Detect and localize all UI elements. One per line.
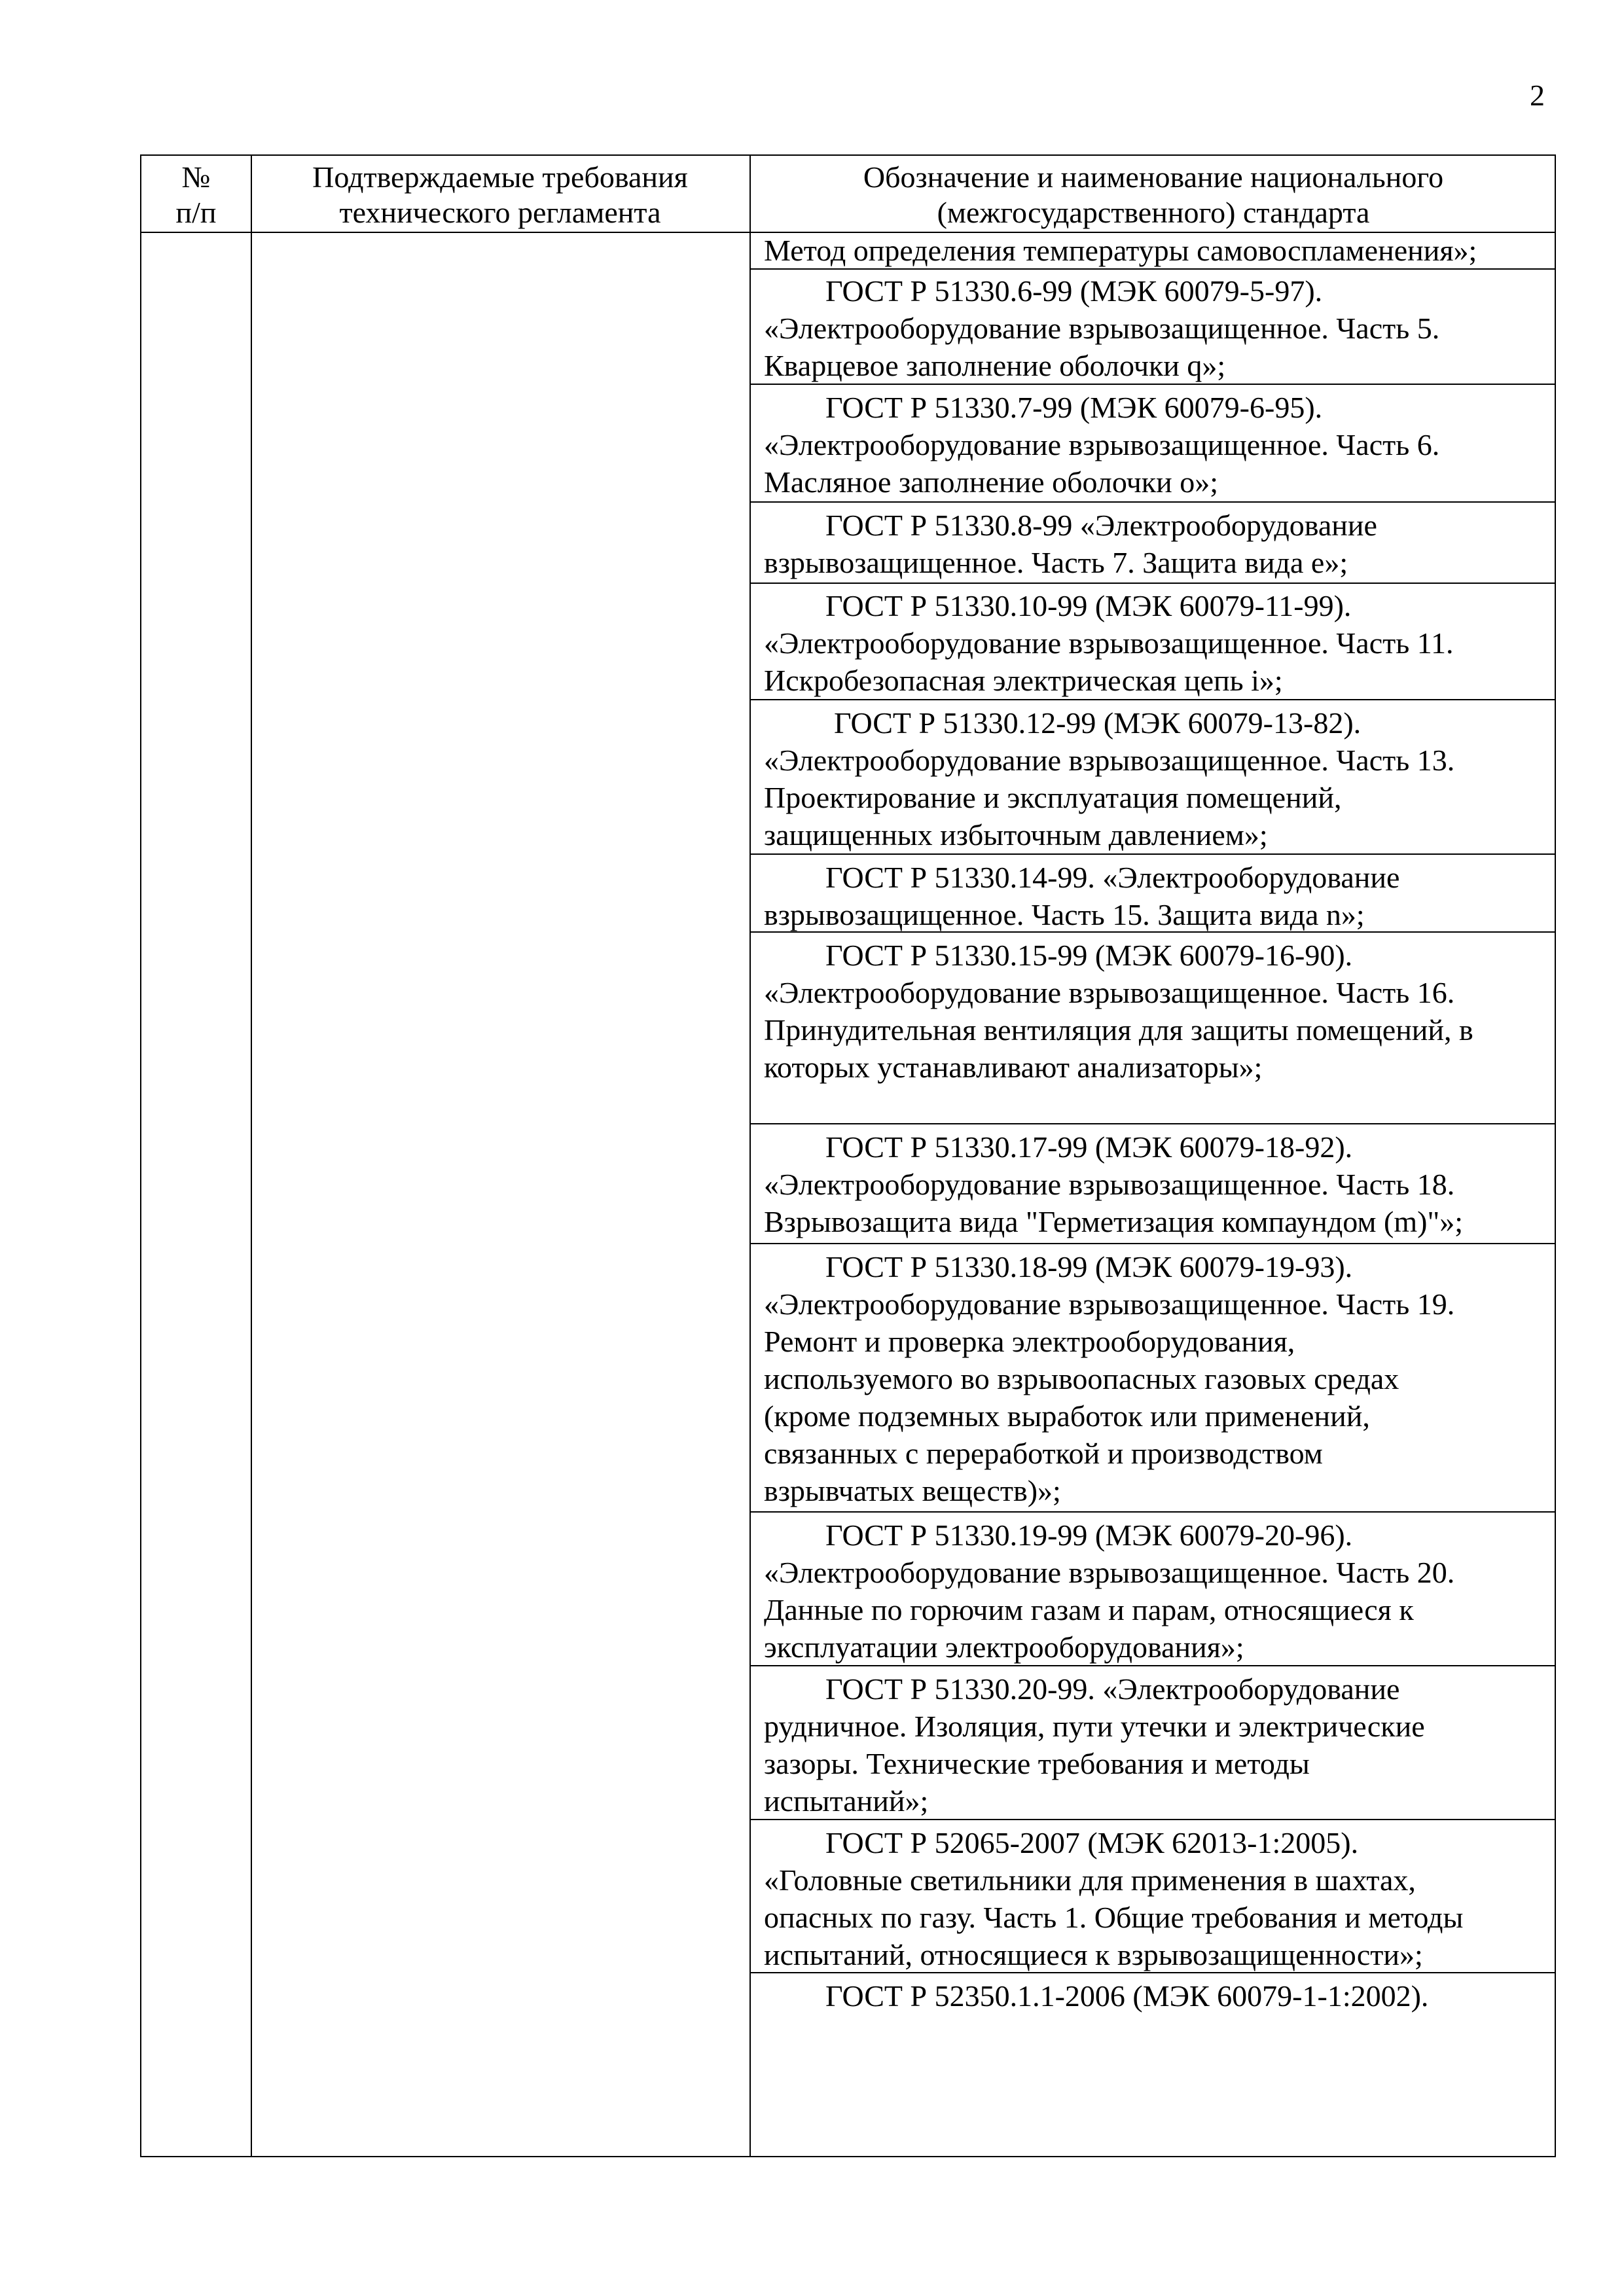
- standard-line: «Электрооборудование взрывозащищенное. Часть 19.: [764, 1287, 1455, 1321]
- standard-line: испытаний, относящиеся к взрывозащищенности»;: [764, 1938, 1423, 1971]
- standard-line: ГОСТ Р 51330.10-99 (МЭК 60079-11-99).: [825, 589, 1352, 622]
- standard-line: Искробезопасная электрическая цепь i»;: [764, 664, 1283, 697]
- standard-line: ГОСТ Р 52065-2007 (МЭК 62013-1:2005).: [825, 1826, 1359, 1859]
- standard-line: Принудительная вентиляция для защиты помещений, в: [764, 1013, 1473, 1047]
- standard-entry: [749, 859, 1555, 933]
- header-number: [141, 156, 251, 232]
- standard-entry: [749, 937, 1555, 1086]
- standard-line: ГОСТ Р 51330.14-99. «Электрооборудование: [825, 861, 1400, 894]
- header-line: Обозначение и наименование национального: [863, 160, 1444, 194]
- standard-line: «Электрооборудование взрывозащищенное. Часть 20.: [764, 1556, 1455, 1589]
- entry-divider: [749, 1972, 1555, 1973]
- standard-line: ГОСТ Р 51330.20-99. «Электрооборудование: [825, 1672, 1400, 1706]
- entry-divider: [749, 931, 1555, 933]
- header-line: п/п: [175, 196, 217, 229]
- column-divider: [251, 156, 252, 2156]
- header-line: (межгосударственного) стандарта: [937, 196, 1370, 229]
- standard-line: взрывозащищенное. Часть 7. Защита вида е»;: [764, 546, 1348, 579]
- standard-line: связанных с переработкой и производством: [764, 1437, 1323, 1470]
- standard-line: ГОСТ Р 51330.18-99 (МЭК 60079-19-93).: [825, 1250, 1353, 1283]
- standard-line: «Электрооборудование взрывозащищенное. Часть 16.: [764, 976, 1455, 1009]
- standard-entry: [749, 587, 1555, 699]
- standard-line: «Головные светильники для применения в шахтах,: [764, 1863, 1416, 1897]
- standard-entry: [749, 1248, 1555, 1509]
- entry-divider: [749, 1665, 1555, 1666]
- standard-line: «Электрооборудование взрывозащищенное. Часть 13.: [764, 744, 1455, 777]
- standard-line: ГОСТ Р 51330.12-99 (МЭК 60079-13-82).: [834, 706, 1362, 740]
- standard-line: Ремонт и проверка электрооборудования,: [764, 1325, 1295, 1358]
- standard-entry: [749, 1977, 1555, 2015]
- standard-line: «Электрооборудование взрывозащищенное. Часть 11.: [764, 626, 1454, 660]
- standard-entry: [749, 1516, 1555, 1666]
- header-line: Подтверждаемые требования: [312, 160, 688, 194]
- entry-divider: [749, 1511, 1555, 1513]
- standard-line: испытаний»;: [764, 1784, 929, 1818]
- standard-line: Кварцевое заполнение оболочки q»;: [764, 349, 1226, 382]
- standard-line: рудничное. Изоляция, пути утечки и электрические: [764, 1710, 1425, 1743]
- standard-entry: [749, 507, 1555, 581]
- standard-line: взрывчатых веществ)»;: [764, 1474, 1061, 1507]
- standard-line: Метод определения температуры самовоспламенения»;: [764, 234, 1477, 267]
- entry-divider: [749, 583, 1555, 584]
- standards-table: [140, 154, 1556, 2157]
- standard-line: «Электрооборудование взрывозащищенное. Часть 18.: [764, 1168, 1455, 1201]
- standard-line: эксплуатации электрооборудования»;: [764, 1630, 1244, 1664]
- standard-line: «Электрооборудование взрывозащищенное. Часть 5.: [764, 312, 1440, 345]
- standard-line: ГОСТ Р 51330.15-99 (МЭК 60079-16-90).: [825, 939, 1353, 972]
- entry-divider: [749, 268, 1555, 270]
- standard-line: ГОСТ Р 51330.7-99 (МЭК 60079-6-95).: [825, 391, 1323, 424]
- standard-line: которых устанавливают анализаторы»;: [764, 1050, 1263, 1084]
- header-standard: [749, 156, 1557, 232]
- standard-entry: [749, 1824, 1555, 1973]
- entry-divider: [749, 699, 1555, 700]
- standard-line: Взрывозащита вида "Герметизация компаундом (m)"»;: [764, 1205, 1464, 1238]
- header-line: №: [181, 160, 211, 194]
- standard-line: ГОСТ Р 51330.6-99 (МЭК 60079-5-97).: [825, 274, 1323, 308]
- standard-entry: [749, 232, 1555, 269]
- standard-line: «Электрооборудование взрывозащищенное. Часть 6.: [764, 428, 1440, 461]
- standard-line: (кроме подземных выработок или применений,: [764, 1399, 1370, 1433]
- entry-divider: [749, 1123, 1555, 1124]
- header-requirements: [251, 156, 749, 232]
- entry-divider: [749, 384, 1555, 385]
- standard-entry: [749, 272, 1555, 384]
- standard-line: Проектирование и эксплуатация помещений,: [764, 781, 1342, 814]
- standard-entry: [749, 1670, 1555, 1820]
- standard-line: Масляное заполнение оболочки о»;: [764, 465, 1219, 499]
- entry-divider: [749, 1243, 1555, 1244]
- standard-line: опасных по газу. Часть 1. Общие требования и методы: [764, 1901, 1464, 1934]
- page-number: 2: [1530, 79, 1545, 112]
- standards-column: [749, 232, 1555, 2156]
- standard-line: используемого во взрывоопасных газовых средах: [764, 1362, 1399, 1395]
- standard-entry: [749, 1128, 1555, 1240]
- standard-line: ГОСТ Р 51330.17-99 (МЭК 60079-18-92).: [825, 1130, 1353, 1164]
- standard-line: зазоры. Технические требования и методы: [764, 1747, 1310, 1780]
- standard-entry: [749, 389, 1555, 501]
- entry-divider: [749, 1819, 1555, 1820]
- standard-line: защищенных избыточным давлением»;: [764, 818, 1268, 852]
- standard-entry: [749, 704, 1555, 853]
- entry-divider: [749, 501, 1555, 503]
- standard-line: ГОСТ Р 51330.19-99 (МЭК 60079-20-96).: [825, 1518, 1353, 1552]
- standard-line: Данные по горючим газам и парам, относящиеся к: [764, 1593, 1414, 1626]
- standard-line: взрывозащищенное. Часть 15. Защита вида n»;: [764, 898, 1365, 931]
- header-line: технического регламента: [339, 196, 661, 229]
- standard-line: ГОСТ Р 51330.8-99 «Электрооборудование: [825, 509, 1377, 542]
- entry-divider: [749, 853, 1555, 855]
- standard-line: ГОСТ Р 52350.1.1-2006 (МЭК 60079-1-1:2002).: [825, 1979, 1429, 2013]
